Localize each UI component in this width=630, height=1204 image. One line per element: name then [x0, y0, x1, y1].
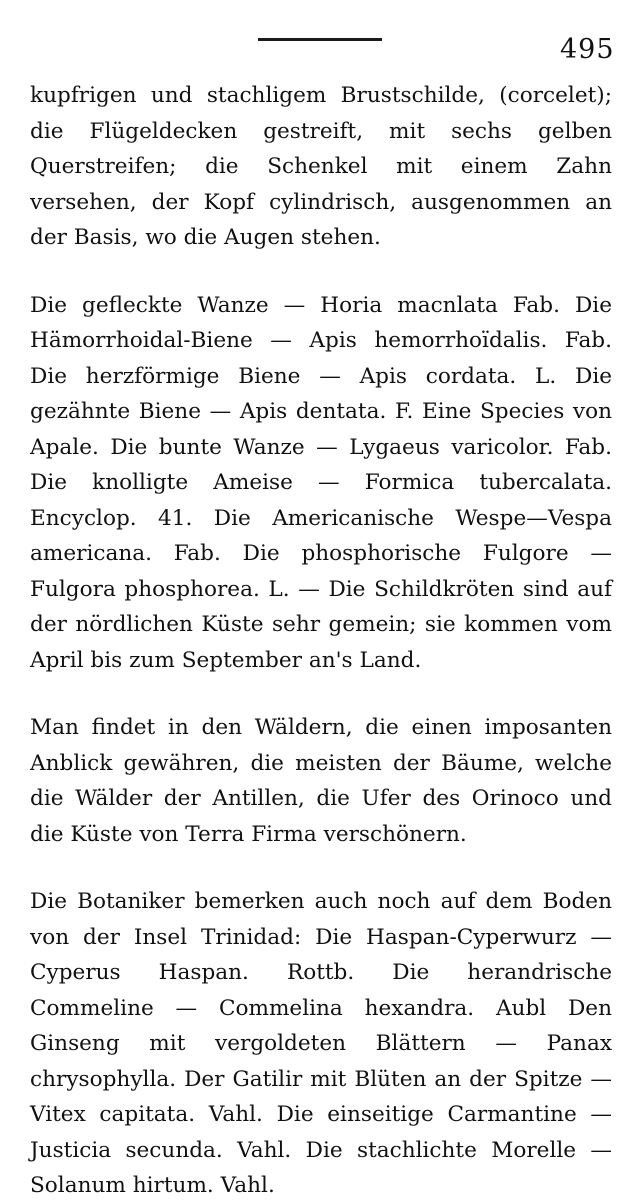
paragraph-1: kupfrigen und stachligem Brustschilde, (corcelet); die Flügeldecken gestreift, mit sechs gelben Querstreifen; die Schenkel mit einem Zahn versehen, der Kopf cylindrisch, ausgenommen an der Basis, wo die Augen stehen.: [30, 83, 612, 250]
paragraph-2: Die gefleckte Wanze — Horia macnlata Fab. Die Hämorrhoidal-Biene — Apis hemorrhoïdalis. Fab. Die herzförmige Biene — Apis cordata. L. Die gezähnte Biene — Apis dentata. F. Eine Species von Apale. Die bunte Wanze — Lygaeus varicolor. Fab. Die knolligte Ameise — Formica tubercalata. Encyclop. 41. Die Americanische Wespe—Vespa americana. Fab. Die phosphorische Fulgore — Fulgora phosphorea. L. — Die Schildkröten sind auf der nördlichen Küste sehr gemein; sie kommen vom April bis zum September an's Land.: [30, 292, 612, 673]
paragraph-4: Die Botaniker bemerken auch noch auf dem Boden von der Insel Trinidad: Die Haspan-Cyperwurz — Cyperus Haspan. Rottb. Die herandrische Commeline — Commelina hexandra. Aubl Den Ginseng mit vergoldeten Blättern — Panax chrysophylla. Der Gatilir mit Blüten an der Spitze — Vitex capitata. Vahl. Die einseitige Carmantine — Justicia secunda. Vahl. Die stachlichte Morelle — Solanum hirtum. Vahl.: [30, 889, 612, 1198]
paragraph-3: Man findet in den Wäldern, die einen imposanten Anblick gewähren, die meisten der Bäume, welche die Wälder der Antillen, die Ufer des Orinoco und die Küste von Terra Firma verschönern.: [30, 715, 612, 847]
body-text: [30, 78, 612, 1204]
page-number: 495: [560, 34, 615, 65]
header-rule: [258, 38, 382, 41]
